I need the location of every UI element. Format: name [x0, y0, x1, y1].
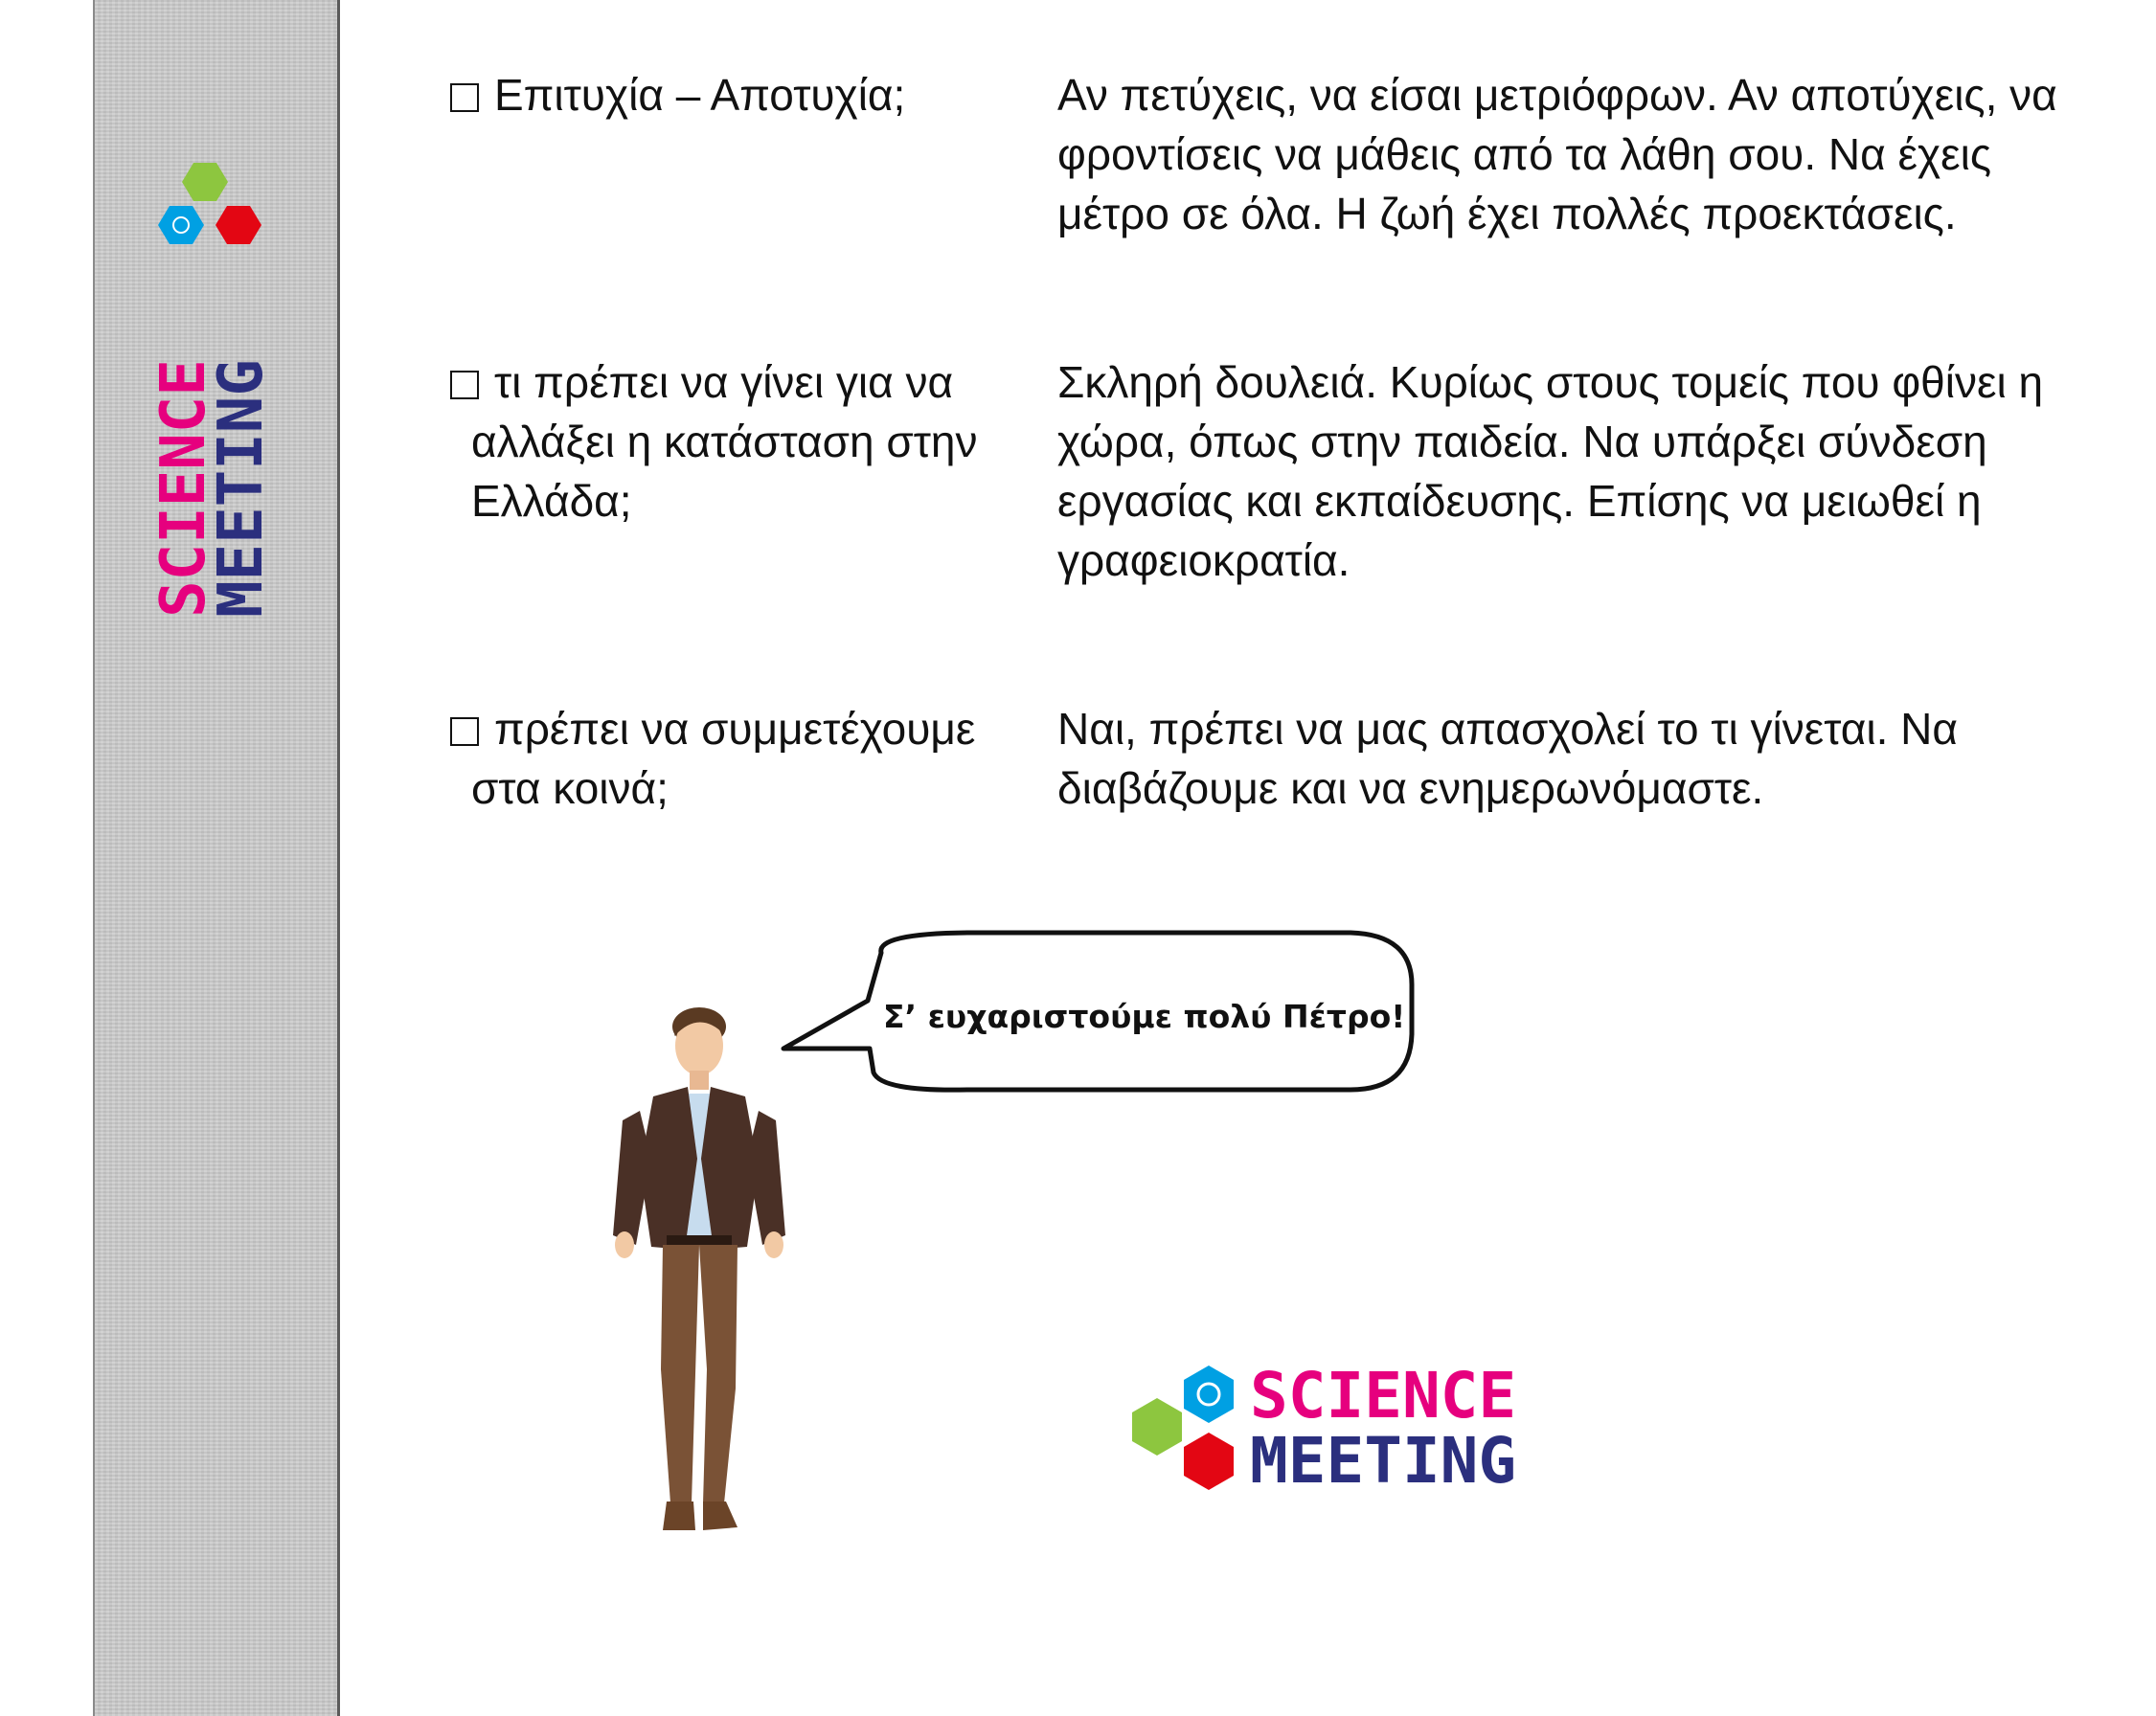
- speech-bubble: [776, 929, 1427, 1101]
- question-2: τι πρέπει να γίνει για να αλλάξει η κατάσταση στην Ελλάδα;: [450, 352, 1044, 531]
- side-logo-line2: MEETING: [206, 359, 277, 618]
- checkbox-icon: [450, 83, 479, 112]
- side-logo: [153, 144, 278, 699]
- man-illustration: [603, 1005, 795, 1542]
- answer-1: Αν πετύχεις, να είσαι μετριόφρων. Αν αποτύχεις, να φροντίσεις να μάθεις από τα λάθη σου. Να έχεις μέτρο σε όλα. Η ζωή έχει πολλές προεκτάσεις.: [1057, 70, 2057, 238]
- bottom-logo-line2: MEETING: [1250, 1424, 1517, 1498]
- answer-3: Ναι, πρέπει να μας απασχολεί το τι γίνεται. Να διαβάζουμε και να ενημερωνόμαστε.: [1057, 704, 1958, 813]
- checkbox-icon: [450, 371, 479, 399]
- question-3: πρέπει να συμμετέχουμε στα κοινά;: [450, 699, 1044, 818]
- checkbox-icon: [450, 717, 479, 746]
- speech-bubble-text: Σ’ ευχαριστούμε πολύ Πέτρο!: [883, 998, 1406, 1035]
- bottom-logo-line1: SCIENCE: [1250, 1359, 1517, 1433]
- question-1: Επιτυχία – Αποτυχία;: [450, 65, 1044, 124]
- bottom-logo: [1121, 1358, 1667, 1511]
- answer-2: Σκληρή δουλειά. Κυρίως στους τομείς που φθίνει η χώρα, όπως στην παιδεία. Να υπάρξει σύνδεση εργασίας και εκπαίδευσης. Επίσης να μειωθεί η γραφειοκρατία.: [1057, 357, 2044, 585]
- side-logo-line1: SCIENCE: [153, 359, 219, 618]
